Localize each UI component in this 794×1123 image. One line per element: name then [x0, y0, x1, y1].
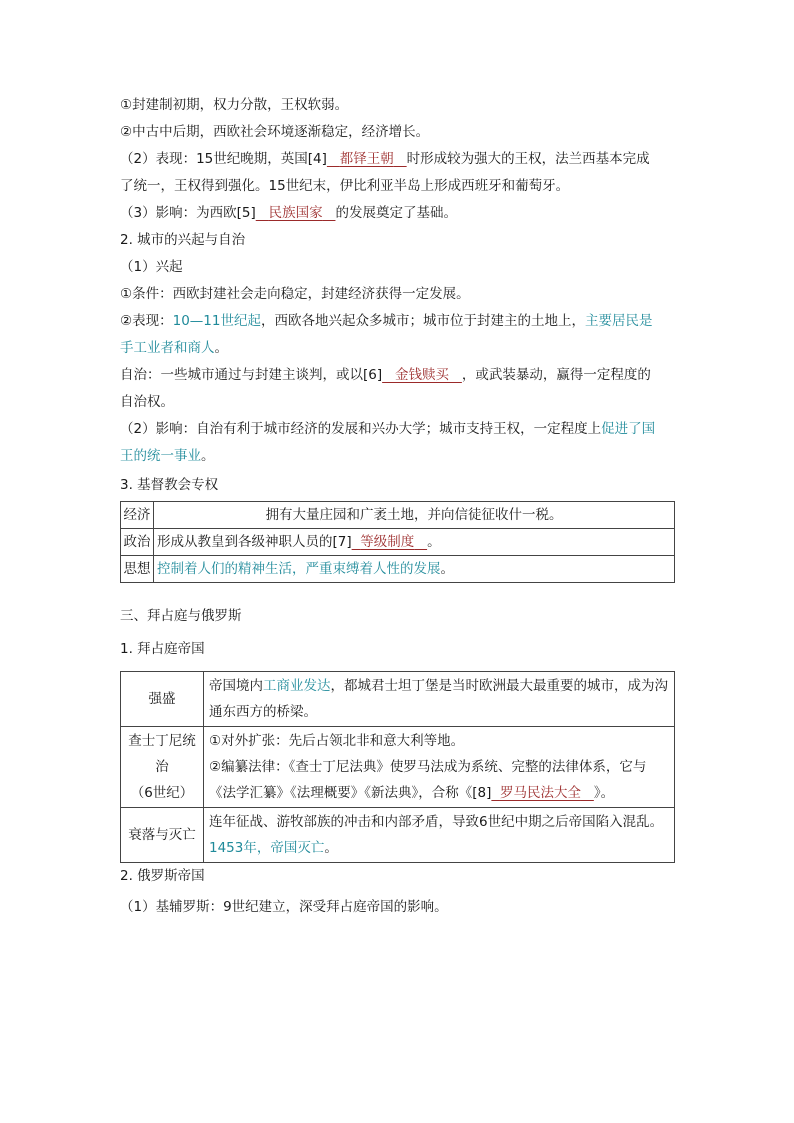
table-cell-value: 拥有大量庄园和广袤土地，并向信徒征收什一税。 [154, 502, 675, 529]
answer-blank: 都铎王朝 [339, 151, 394, 167]
table-cell-key: 强盛 [121, 672, 204, 727]
paragraph: ②中古中后期，西欧社会环境逐渐稳定，经济增长。 [120, 124, 430, 140]
table-cell-key: 查士丁尼统治 （6世纪） [121, 727, 204, 808]
section-heading: 2. 城市的兴起与自治 [120, 232, 246, 248]
paragraph: 自治权。 [120, 394, 174, 410]
paragraph: （1）基辅罗斯：9世纪建立，深受拜占庭帝国的影响。 [120, 899, 448, 915]
section-heading: 2. 俄罗斯帝国 [120, 868, 205, 884]
table-cell-value: 帝国境内工商业发达，都城君士坦丁堡是当时欧洲最大最重要的城市，成为沟通东西方的桥梁。 [204, 672, 675, 727]
table-cell-key: 思想 [121, 556, 154, 583]
paragraph: ②表现：10—11世纪起，西欧各地兴起众多城市；城市位于封建主的土地上，主要居民是 [120, 313, 653, 329]
paragraph [120, 146, 675, 173]
highlight-text: 控制着人们的精神生活，严重束缚着人性的发展 [157, 561, 441, 577]
table-cell-key: 衰落与灭亡 [121, 808, 204, 863]
paragraph: 自治：一些城市通过与封建主谈判，或以[6] 金钱赎买 ，或武装暴动，赢得一定程度的 [120, 367, 651, 383]
section-heading: 三、拜占庭与俄罗斯 [120, 608, 242, 624]
table-row [121, 556, 675, 583]
text: （2）表现：15世纪晚期，英国[4] [120, 151, 327, 167]
text: （3）影响：为西欧[5] [120, 205, 256, 221]
table-row [121, 808, 675, 863]
paragraph [120, 200, 675, 227]
paragraph: ①封建制初期，权力分散，王权软弱。 [120, 97, 349, 113]
paragraph: （2）影响：自治有利于城市经济的发展和兴办大学；城市支持王权，一定程度上促进了国 [120, 421, 656, 437]
section-heading: 1. 拜占庭帝国 [120, 641, 205, 657]
paragraph: ①条件：西欧封建社会走向稳定，封建经济获得一定发展。 [120, 286, 470, 302]
paragraph: 了统一，王权得到强化。15世纪末，伊比利亚半岛上形成西班牙和葡萄牙。 [120, 178, 570, 194]
answer-blank: 金钱赎买 [395, 367, 449, 383]
highlight-text: 工商业发达 [263, 678, 331, 694]
byzantine-table [120, 671, 675, 863]
table-row [121, 672, 675, 727]
table-cell-key: 政治 [121, 529, 154, 556]
paragraph: 手工业者和商人。 [120, 340, 228, 356]
section-heading: 3. 基督教会专权 [120, 477, 219, 493]
answer-blank: 等级制度 [360, 534, 415, 550]
highlight-text: 主要居民是 [584, 313, 653, 329]
answer-blank: 罗马民法大全 [499, 785, 581, 801]
paragraph: （1）兴起 [120, 259, 183, 275]
highlight-text: 1453年，帝国灭亡 [209, 840, 325, 856]
highlight-text: 王的统一事业 [120, 448, 201, 464]
text: 时形成较为强大的王权，法兰西基本完成 [406, 151, 650, 167]
answer-blank: 民族国家 [268, 205, 323, 221]
highlight-text: 手工业者和商人 [120, 340, 215, 356]
table-cell-value: ①对外扩张：先后占领北非和意大利等地。 ②编纂法律：《查士丁尼法典》使罗马法成为系统、完整的法律体系，它与《法学汇纂》《法理概要》《新法典》，合称《[8] 罗马民法大全 》。 [204, 727, 675, 808]
document-page [120, 92, 675, 921]
table-cell-value: 控制着人们的精神生活，严重束缚着人性的发展。 [154, 556, 675, 583]
table-row [121, 529, 675, 556]
paragraph: 王的统一事业。 [120, 448, 215, 464]
highlight-text: 10—11世纪起 [172, 313, 261, 329]
table-row [121, 727, 675, 808]
highlight-text: 促进了国 [601, 421, 656, 437]
text: 的发展奠定了基础。 [335, 205, 457, 221]
table-cell-key: 经济 [121, 502, 154, 529]
table-cell-value: 形成从教皇到各级神职人员的[7] 等级制度 。 [154, 529, 675, 556]
table-cell-value: 连年征战、游牧部族的冲击和内部矛盾，导致6世纪中期之后帝国陷入混乱。1453年，帝国灭亡。 [204, 808, 675, 863]
church-table [120, 501, 675, 583]
table-row [121, 502, 675, 529]
